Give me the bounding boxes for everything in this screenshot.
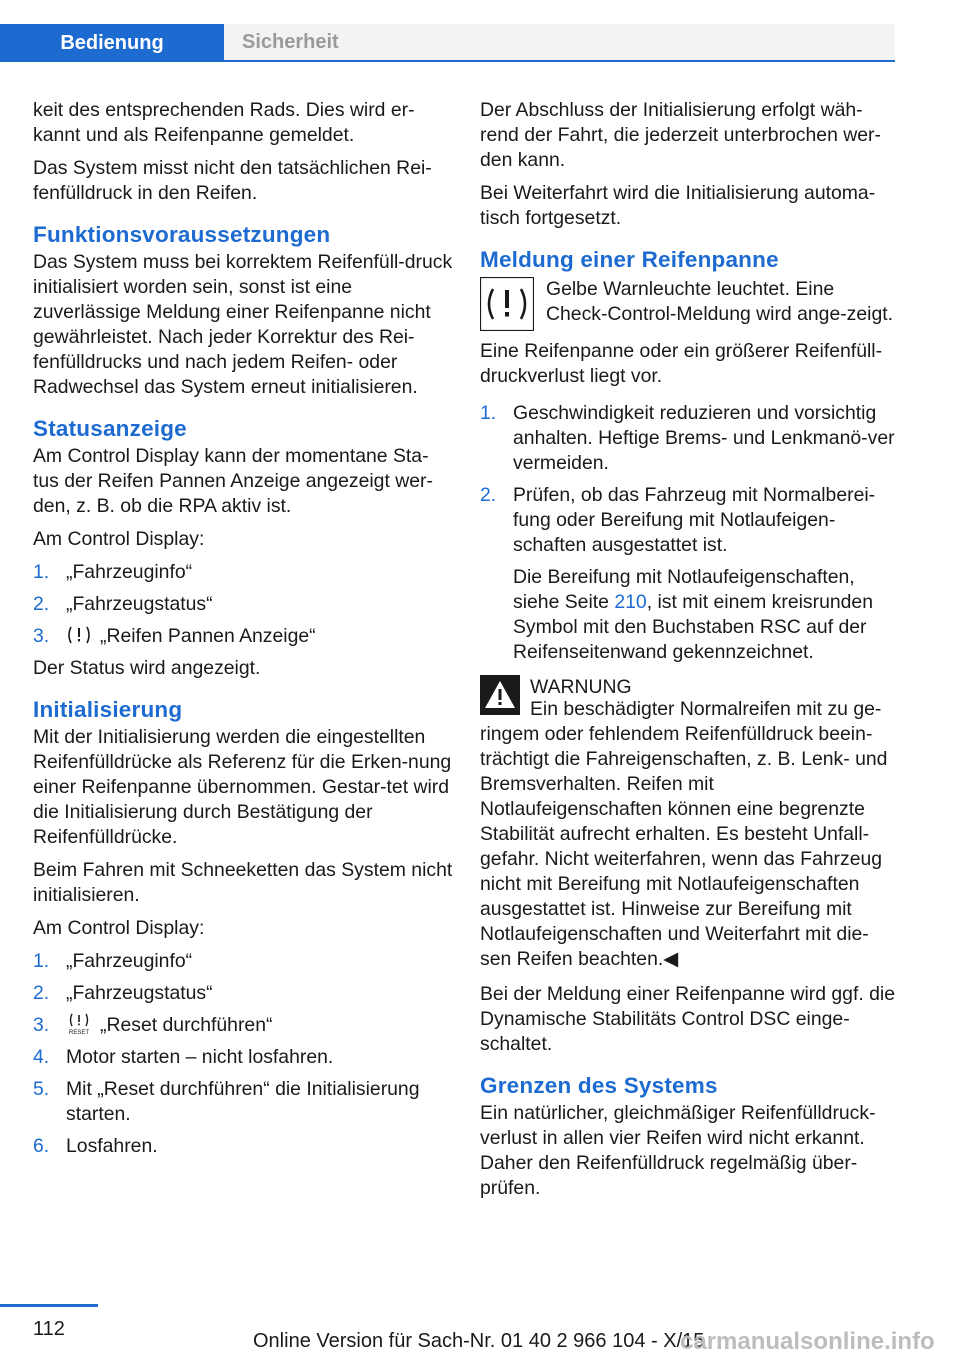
list-item bbox=[33, 592, 453, 617]
status-steps bbox=[33, 560, 453, 649]
list-item bbox=[33, 560, 453, 585]
heading-meldung-reifenpanne: Meldung einer Reifenpanne bbox=[480, 247, 779, 272]
list-item bbox=[33, 1134, 453, 1159]
right-column bbox=[480, 98, 895, 1209]
step-subtext bbox=[513, 566, 873, 663]
paragraph: Beim Fahren mit Schneeketten das System nicht initialisieren. bbox=[33, 859, 453, 906]
online-version-text: Online Version für Sach-Nr. 01 40 2 966 104 - X/15 bbox=[253, 1330, 705, 1352]
paragraph: Am Control Display: bbox=[33, 917, 205, 939]
paragraph: Gelbe Warnleuchte leuchtet. Eine Check-Control-Meldung wird ange‐zeigt. bbox=[546, 278, 894, 325]
list-item bbox=[33, 624, 453, 649]
step-text: Mit „Reset durchführen“ die Initialisierung starten. bbox=[66, 1078, 420, 1125]
list-item bbox=[480, 401, 895, 476]
page-number: 112 bbox=[33, 1318, 65, 1340]
tire-reset-icon bbox=[66, 1013, 92, 1035]
panne-steps bbox=[480, 401, 895, 665]
tire-warning-icon bbox=[66, 624, 92, 646]
step-text: „Reset durchführen“ bbox=[100, 1014, 273, 1036]
footer-line bbox=[0, 1304, 98, 1307]
step-number: 1. bbox=[33, 561, 50, 583]
warning-title: WARNUNG bbox=[530, 676, 632, 698]
header-tabs bbox=[0, 24, 895, 62]
paragraph: keit des entsprechenden Rads. Dies wird er‐kannt und als Reifenpanne gemeldet. bbox=[33, 99, 415, 146]
paragraph: Eine Reifenpanne oder ein größerer Reifenfüll‐druckverlust liegt vor. bbox=[480, 340, 883, 387]
step-number: 3. bbox=[33, 625, 50, 647]
step-number: 2. bbox=[33, 593, 50, 615]
step-text: „Fahrzeugstatus“ bbox=[66, 982, 213, 1004]
warning-text: Ein beschädigter Normalreifen mit zu ge‐ringem oder fehlendem Reifenfülldruck beein‐trächtigt die Fahreigenschaften, z. B. Lenk- und Bremsverhalten. Reifen mit Notlaufeigenschaften können eine begrenzte Stabilität aufrecht erhalten. Es besteht Unfall‐gefahr. Nicht weiterfahren, wenn das Fahrzeug nicht mit Bereifung mit Notlaufeigenschaften ausgestattet ist. Hinweise zur Bereifung mit Notlaufeigenschaften und Weiterfahrt mit die‐sen Reifen beachten.◀ bbox=[480, 698, 888, 970]
step-text: „Fahrzeugstatus“ bbox=[66, 593, 213, 615]
reset-icon-label: RESET bbox=[68, 1030, 90, 1035]
warning-lamp-block bbox=[480, 277, 895, 331]
paragraph: Ein natürlicher, gleichmäßiger Reifenfülldruck‐verlust in allen vier Reifen wird nicht erkannt. Daher den Reifenfülldruck regelmäßig über‐prüfen. bbox=[480, 1102, 876, 1199]
step-number: 2. bbox=[33, 982, 50, 1004]
subtext-part: , ist mit einem kreisrunden Symbol mit den Buchstaben RSC auf der Reifenseitenwand gekennzeichnet. bbox=[513, 591, 873, 663]
subtext-part: Die Bereifung mit Notlaufeigenschaften, siehe Seite bbox=[513, 566, 855, 613]
list-item bbox=[33, 1013, 453, 1038]
heading-statusanzeige: Statusanzeige bbox=[33, 416, 187, 441]
step-text: „Reifen Pannen Anzeige“ bbox=[100, 625, 316, 647]
step-number: 1. bbox=[480, 402, 497, 424]
paragraph: Das System muss bei korrektem Reifenfüll‐druck initialisiert worden sein, sonst ist eine zuverlässige Meldung einer Reifenpanne nicht gewährleistet. Nach jeder Korrektur des Rei‐fenfülldrucks und nach jedem Reifen- oder Radwechsel das System erneut initialisieren. bbox=[33, 251, 453, 398]
step-text: „Fahrzeuginfo“ bbox=[66, 950, 193, 972]
paragraph: Bei Weiterfahrt wird die Initialisierung automa‐tisch fortgesetzt. bbox=[480, 182, 876, 229]
paragraph: Das System misst nicht den tatsächlichen Rei‐fenfülldruck in den Reifen. bbox=[33, 157, 432, 204]
list-item bbox=[480, 483, 895, 665]
step-number: 2. bbox=[480, 484, 497, 506]
warning-triangle-icon bbox=[480, 675, 520, 715]
list-item bbox=[33, 981, 453, 1006]
paragraph: Am Control Display kann der momentane Sta‐tus der Reifen Pannen Anzeige angezeigt wer‐den, z. B. ob die RPA aktiv ist. bbox=[33, 445, 433, 517]
heading-grenzen-systems: Grenzen des Systems bbox=[480, 1073, 718, 1098]
paragraph: Am Control Display: bbox=[33, 528, 205, 550]
heading-initialisierung: Initialisierung bbox=[33, 697, 183, 722]
step-number: 1. bbox=[33, 950, 50, 972]
step-text: Prüfen, ob das Fahrzeug mit Normalberei‐fung oder Bereifung mit Notlaufeigen‐schaften ausgestattet ist. bbox=[513, 484, 876, 556]
list-item bbox=[33, 949, 453, 974]
heading-funktionsvoraussetzungen: Funktionsvoraussetzungen bbox=[33, 222, 331, 247]
step-number: 4. bbox=[33, 1046, 50, 1068]
watermark: carmanualsonline.info bbox=[680, 1328, 935, 1355]
paragraph: Mit der Initialisierung werden die eingestellten Reifenfülldrücke als Referenz für die Erken‐nung einer Reifenpanne übernommen. Gestar‐tet wird die Initialisierung durch Bestätigung der Reifenfülldrücke. bbox=[33, 726, 452, 848]
step-number: 3. bbox=[33, 1014, 50, 1036]
step-number: 5. bbox=[33, 1078, 50, 1100]
list-item bbox=[33, 1045, 453, 1070]
step-text: Losfahren. bbox=[66, 1135, 158, 1157]
step-number: 6. bbox=[33, 1135, 50, 1157]
step-text: Motor starten – nicht losfahren. bbox=[66, 1046, 334, 1068]
paragraph: Der Status wird angezeigt. bbox=[33, 657, 261, 679]
page-link-210[interactable]: 210 bbox=[614, 591, 647, 613]
list-item bbox=[33, 1077, 453, 1127]
paragraph: Bei der Meldung einer Reifenpanne wird ggf. die Dynamische Stabilitäts Control DSC einge‐schaltet. bbox=[480, 983, 896, 1055]
step-text: „Fahrzeuginfo“ bbox=[66, 561, 193, 583]
tab-bedienung[interactable]: Bedienung bbox=[0, 24, 224, 62]
init-steps bbox=[33, 949, 453, 1159]
tab-underline bbox=[224, 60, 895, 62]
warning-box bbox=[480, 675, 895, 972]
paragraph: Der Abschluss der Initialisierung erfolgt wäh‐rend der Fahrt, die jederzeit unterbrochen wer‐den kann. bbox=[480, 99, 881, 171]
step-text: Geschwindigkeit reduzieren und vorsichtig anhalten. Heftige Brems- und Lenkmanö‐ver vermeiden. bbox=[513, 402, 895, 474]
tire-pressure-warning-icon bbox=[480, 277, 534, 331]
left-column bbox=[33, 98, 453, 1166]
tab-sicherheit[interactable]: Sicherheit bbox=[224, 24, 895, 60]
